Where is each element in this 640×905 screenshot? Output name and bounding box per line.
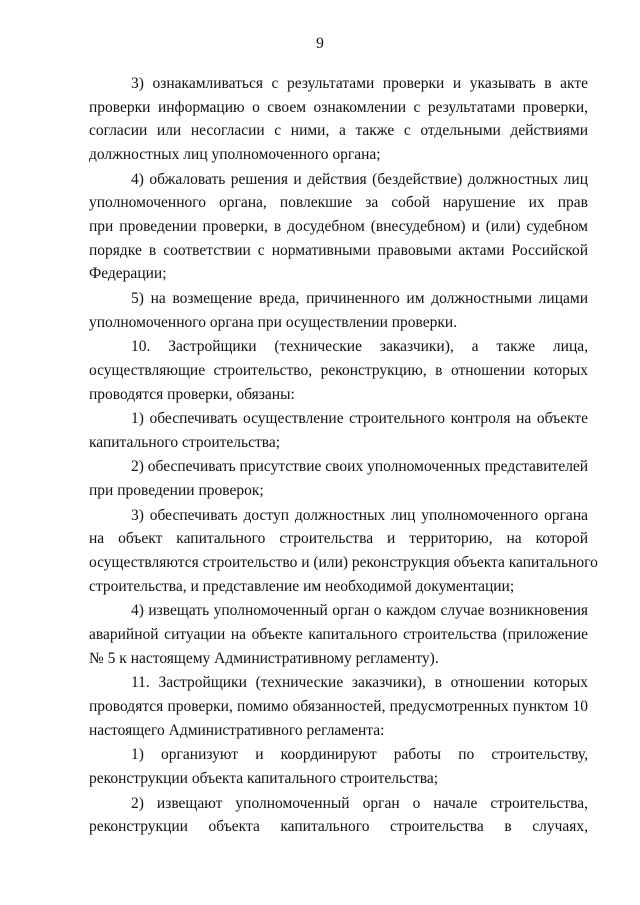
paragraph — [89, 504, 598, 599]
text-line: реконструкции объекта капитального строительства; — [89, 769, 439, 787]
text-line: строительства, и представление им необходимой документации; — [89, 577, 515, 595]
text-line: осуществляющие строительство, реконструкцию, в отношении которых — [89, 361, 588, 379]
text-line: уполномоченного органа при осуществлении проверки. — [89, 313, 458, 331]
text-line: № 5 к настоящему Административному регламенту). — [89, 649, 439, 667]
paragraph — [89, 407, 588, 454]
paragraph — [89, 335, 588, 406]
text-line: при проведении проверки, в досудебном (внесудебном) и (или) судебном — [89, 218, 588, 236]
text-line: порядке в соответствии с нормативными правовыми актами Российской — [89, 241, 588, 259]
text-line: Федерации; — [89, 265, 167, 283]
paragraph — [89, 599, 588, 670]
text-line: 2) обеспечивать присутствие своих уполномоченных представителей — [131, 458, 589, 476]
text-line: 1) обеспечивать осуществление строительного контроля на объекте — [131, 410, 588, 428]
text-line: проверки информацию о своем ознакомлении с результатами проверки, — [89, 98, 588, 116]
text-line: 4) извещать уполномоченный орган о каждом случае возникновения — [131, 602, 588, 620]
text-line: 3) ознакамливаться с результатами проверки и указывать в акте — [131, 75, 588, 92]
text-line: 3) обеспечивать доступ должностных лиц уполномоченного органа — [131, 506, 588, 524]
text-line: при проведении проверок; — [89, 482, 264, 500]
text-line: должностных лиц уполномоченного органа; — [89, 146, 381, 164]
paragraph — [89, 792, 588, 839]
text-line: осуществляются строительство и (или) реконструкция объекта капитального — [89, 554, 598, 572]
text-line: уполномоченного органа, повлекшие за собой нарушение их прав — [89, 194, 588, 212]
text-line: 4) обжаловать решения и действия (бездействие) должностных лиц — [131, 170, 588, 188]
paragraph — [89, 671, 588, 742]
paragraph — [89, 455, 588, 502]
paragraph — [89, 743, 588, 790]
paragraph — [89, 168, 588, 286]
text-line: аварийной ситуации на объекте капитального строительства (приложение — [89, 626, 588, 644]
text-line: проводятся проверки, помимо обязанностей, предусмотренных пунктом 10 — [89, 698, 588, 715]
text-line: проводятся проверки, обязаны: — [89, 385, 295, 403]
text-line: согласии или несогласии с ними, а также с отдельными действиями — [89, 122, 588, 140]
text-line: капитального строительства; — [89, 433, 281, 451]
paragraph — [89, 72, 588, 167]
document-body — [89, 72, 598, 840]
text-line: 2) извещают уполномоченный орган о начале строительства, — [131, 794, 588, 812]
text-line: 11. Застройщики (технические заказчики), в отношении которых — [131, 674, 588, 692]
text-line: реконструкции объекта капитального строительства в случаях, — [89, 818, 588, 836]
text-line: 10. Застройщики (технические заказчики), а также лица, — [131, 338, 588, 356]
text-line: 5) на возмещение вреда, причиненного им должностными лицами — [131, 289, 588, 307]
text-line: на объект капитального строительства и территорию, на которой — [89, 530, 588, 548]
paragraph — [89, 287, 588, 334]
page-number: 9 — [316, 35, 324, 52]
text-line: настоящего Административного регламента: — [89, 721, 385, 739]
text-line: 1) организуют и координируют работы по строительству, — [131, 746, 588, 764]
